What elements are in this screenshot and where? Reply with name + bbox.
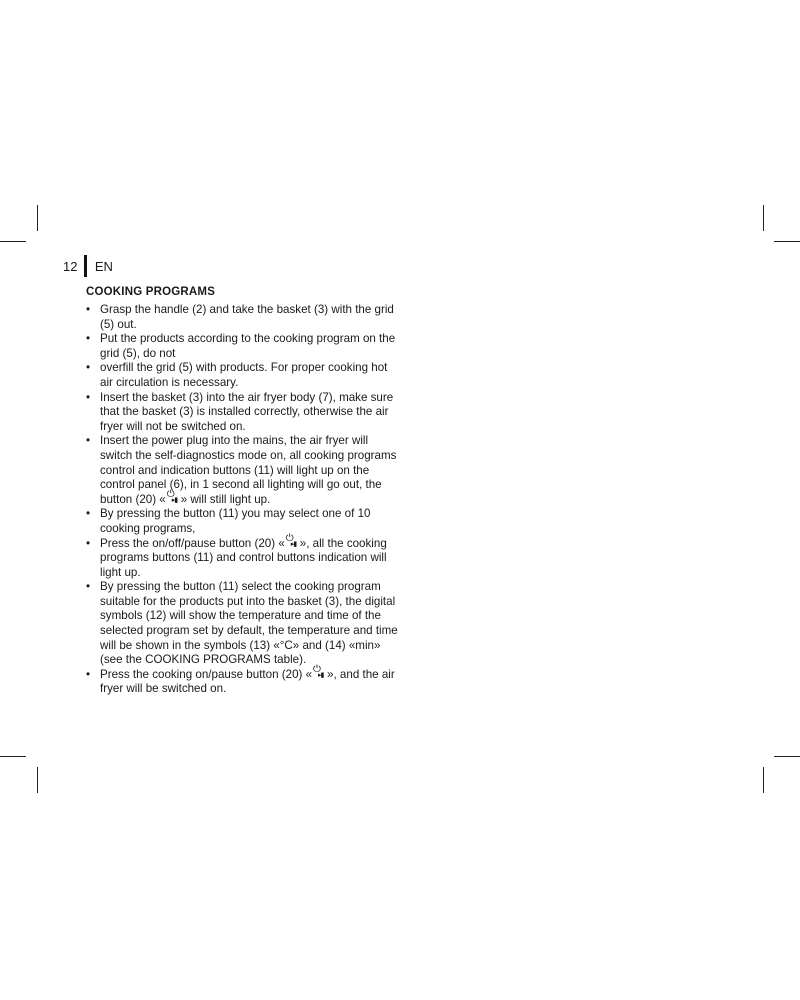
list-item: • Insert the power plug into the mains, the air fryer will switch the self-diagnostics mode on, all cooking programs control and indication buttons (11) will light up on the control panel (6), in 1 second all lighting will go out, the button (20) « ⏻ ▸▮ » will still light up. (86, 434, 398, 507)
list-item: • Insert the basket (3) into the air fryer body (7), make sure that the basket (3) is installed correctly, otherwise the air fryer will not be switched on. (86, 391, 398, 435)
crop-mark (0, 241, 26, 242)
section-title: COOKING PROGRAMS (86, 286, 216, 298)
crop-mark (763, 205, 764, 231)
list-item: • By pressing the button (11) you may select one of 10 cooking programs, (86, 507, 398, 536)
crop-mark (774, 756, 800, 757)
cooking-programs-section (86, 286, 398, 697)
list-item: • overfill the grid (5) with products. For proper cooking hot air circulation is necessary. (86, 361, 398, 390)
instruction-list (86, 303, 398, 697)
power-pause-icon: ⏻ ▸▮ (313, 663, 324, 679)
crop-mark (0, 756, 26, 757)
language-label: EN (94, 258, 113, 274)
power-pause-icon: ⏻ ▸▮ (285, 532, 297, 548)
crop-mark (774, 241, 800, 242)
power-pause-icon: ⏻ ▸▮ (166, 488, 178, 504)
list-item: • Press the on/off/pause button (20) « ⏻ ▸▮ », all the cooking programs buttons (11) and control buttons indication will light up. (86, 537, 398, 581)
list-item: • Press the cooking on/pause button (20) « ⏻ ▸▮ », and the air fryer will be switched on. (86, 668, 398, 697)
list-item: • Grasp the handle (2) and take the basket (3) with the grid (5) out. (86, 303, 398, 332)
crop-mark (763, 767, 764, 793)
page-number: 12 (63, 258, 78, 274)
list-item: • Put the products according to the cooking program on the grid (5), do not (86, 332, 398, 361)
list-item: • By pressing the button (11) select the cooking program suitable for the products put into the basket (3), the digital symbols (12) will show the temperature and time of the selected program set by default, the temperature and time will be shown in the symbols (13) «°C» and (14) «min» (see the COOKING PROGRAMS table). (86, 580, 398, 668)
page-header (63, 255, 113, 277)
crop-mark (37, 205, 38, 231)
crop-mark (37, 767, 38, 793)
